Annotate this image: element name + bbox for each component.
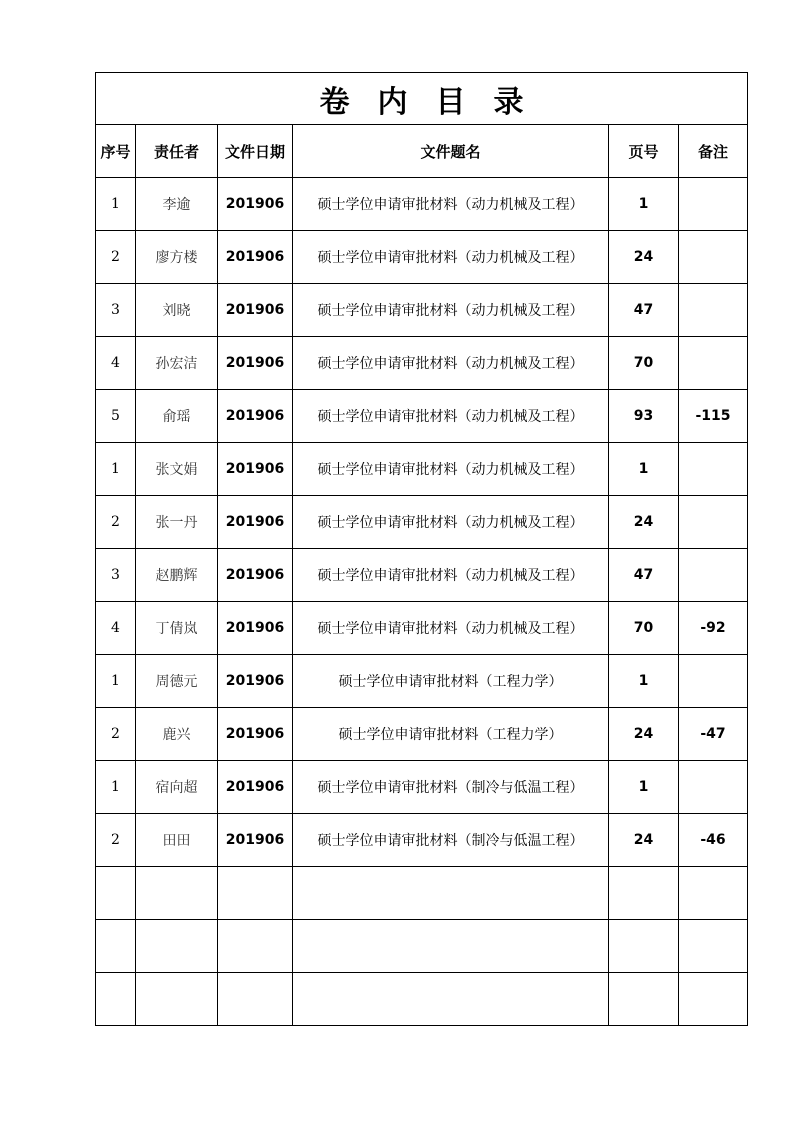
cell-doc-name <box>293 973 609 1026</box>
cell-note <box>679 867 748 920</box>
cell-no: 4 <box>96 602 136 655</box>
cell-doc-name <box>293 920 609 973</box>
cell-page: 24 <box>609 496 679 549</box>
catalog-table <box>95 72 748 1026</box>
cell-person: 张文娟 <box>136 443 218 496</box>
cell-note <box>679 284 748 337</box>
cell-no: 2 <box>96 814 136 867</box>
cell-person: 田田 <box>136 814 218 867</box>
cell-date <box>218 973 293 1026</box>
cell-date: 201906 <box>218 390 293 443</box>
cell-date <box>218 867 293 920</box>
cell-doc-name: 硕士学位申请审批材料（动力机械及工程） <box>293 549 609 602</box>
cell-page: 1 <box>609 655 679 708</box>
table-row <box>96 549 748 602</box>
cell-page: 93 <box>609 390 679 443</box>
cell-no: 5 <box>96 390 136 443</box>
header-page: 页号 <box>609 125 679 178</box>
cell-note: -92 <box>679 602 748 655</box>
page-title: 卷内目录 <box>96 73 748 125</box>
cell-person: 李逾 <box>136 178 218 231</box>
header-no: 序号 <box>96 125 136 178</box>
cell-page <box>609 867 679 920</box>
cell-person: 张一丹 <box>136 496 218 549</box>
table-row <box>96 337 748 390</box>
cell-no: 1 <box>96 761 136 814</box>
cell-date: 201906 <box>218 655 293 708</box>
cell-person: 丁倩岚 <box>136 602 218 655</box>
cell-person <box>136 867 218 920</box>
cell-no: 2 <box>96 231 136 284</box>
cell-person <box>136 973 218 1026</box>
cell-doc-name: 硕士学位申请审批材料（动力机械及工程） <box>293 337 609 390</box>
cell-doc-name: 硕士学位申请审批材料（工程力学） <box>293 655 609 708</box>
table-row <box>96 708 748 761</box>
cell-page: 47 <box>609 549 679 602</box>
cell-page: 24 <box>609 814 679 867</box>
table-row <box>96 602 748 655</box>
cell-doc-name <box>293 867 609 920</box>
cell-doc-name: 硕士学位申请审批材料（动力机械及工程） <box>293 602 609 655</box>
cell-person: 刘晓 <box>136 284 218 337</box>
cell-date: 201906 <box>218 814 293 867</box>
cell-doc-name: 硕士学位申请审批材料（动力机械及工程） <box>293 178 609 231</box>
cell-person: 赵鹏辉 <box>136 549 218 602</box>
table-row <box>96 761 748 814</box>
cell-note <box>679 178 748 231</box>
cell-doc-name: 硕士学位申请审批材料（工程力学） <box>293 708 609 761</box>
cell-page: 24 <box>609 231 679 284</box>
cell-no <box>96 867 136 920</box>
cell-no: 3 <box>96 284 136 337</box>
cell-doc-name: 硕士学位申请审批材料（动力机械及工程） <box>293 390 609 443</box>
cell-page: 70 <box>609 602 679 655</box>
table-row <box>96 496 748 549</box>
cell-note <box>679 920 748 973</box>
cell-no: 3 <box>96 549 136 602</box>
cell-no: 1 <box>96 655 136 708</box>
cell-page: 47 <box>609 284 679 337</box>
cell-person: 鹿兴 <box>136 708 218 761</box>
cell-note <box>679 549 748 602</box>
cell-note <box>679 443 748 496</box>
cell-doc-name: 硕士学位申请审批材料（制冷与低温工程） <box>293 814 609 867</box>
header-person: 责任者 <box>136 125 218 178</box>
cell-note: -115 <box>679 390 748 443</box>
cell-page <box>609 920 679 973</box>
cell-date: 201906 <box>218 496 293 549</box>
table-row <box>96 390 748 443</box>
cell-doc-name: 硕士学位申请审批材料（动力机械及工程） <box>293 284 609 337</box>
cell-note: -46 <box>679 814 748 867</box>
table-row <box>96 178 748 231</box>
cell-date: 201906 <box>218 284 293 337</box>
cell-person: 孙宏洁 <box>136 337 218 390</box>
cell-no: 1 <box>96 178 136 231</box>
cell-person: 周德元 <box>136 655 218 708</box>
cell-note <box>679 973 748 1026</box>
cell-date: 201906 <box>218 443 293 496</box>
header-date: 文件日期 <box>218 125 293 178</box>
cell-no <box>96 920 136 973</box>
table-row <box>96 231 748 284</box>
table-row <box>96 443 748 496</box>
table-row <box>96 284 748 337</box>
cell-person: 廖方楼 <box>136 231 218 284</box>
cell-doc-name: 硕士学位申请审批材料（动力机械及工程） <box>293 231 609 284</box>
cell-page: 1 <box>609 761 679 814</box>
cell-date: 201906 <box>218 708 293 761</box>
cell-note <box>679 231 748 284</box>
header-doc-name: 文件题名 <box>293 125 609 178</box>
table-row <box>96 920 748 973</box>
cell-doc-name: 硕士学位申请审批材料（动力机械及工程） <box>293 496 609 549</box>
table-row <box>96 867 748 920</box>
cell-date: 201906 <box>218 337 293 390</box>
table-row <box>96 814 748 867</box>
cell-doc-name: 硕士学位申请审批材料（动力机械及工程） <box>293 443 609 496</box>
cell-person <box>136 920 218 973</box>
cell-person: 俞瑶 <box>136 390 218 443</box>
cell-date: 201906 <box>218 231 293 284</box>
table-row <box>96 655 748 708</box>
cell-no: 2 <box>96 496 136 549</box>
cell-no: 4 <box>96 337 136 390</box>
cell-page: 1 <box>609 443 679 496</box>
cell-date: 201906 <box>218 761 293 814</box>
cell-note <box>679 761 748 814</box>
cell-note <box>679 655 748 708</box>
cell-page <box>609 973 679 1026</box>
cell-no <box>96 973 136 1026</box>
cell-page: 70 <box>609 337 679 390</box>
cell-no: 2 <box>96 708 136 761</box>
cell-no: 1 <box>96 443 136 496</box>
cell-note: -47 <box>679 708 748 761</box>
cell-date <box>218 920 293 973</box>
cell-page: 1 <box>609 178 679 231</box>
cell-person: 宿向超 <box>136 761 218 814</box>
cell-doc-name: 硕士学位申请审批材料（制冷与低温工程） <box>293 761 609 814</box>
cell-date: 201906 <box>218 178 293 231</box>
table-row <box>96 973 748 1026</box>
cell-note <box>679 496 748 549</box>
cell-note <box>679 337 748 390</box>
cell-page: 24 <box>609 708 679 761</box>
cell-date: 201906 <box>218 549 293 602</box>
header-note: 备注 <box>679 125 748 178</box>
cell-date: 201906 <box>218 602 293 655</box>
